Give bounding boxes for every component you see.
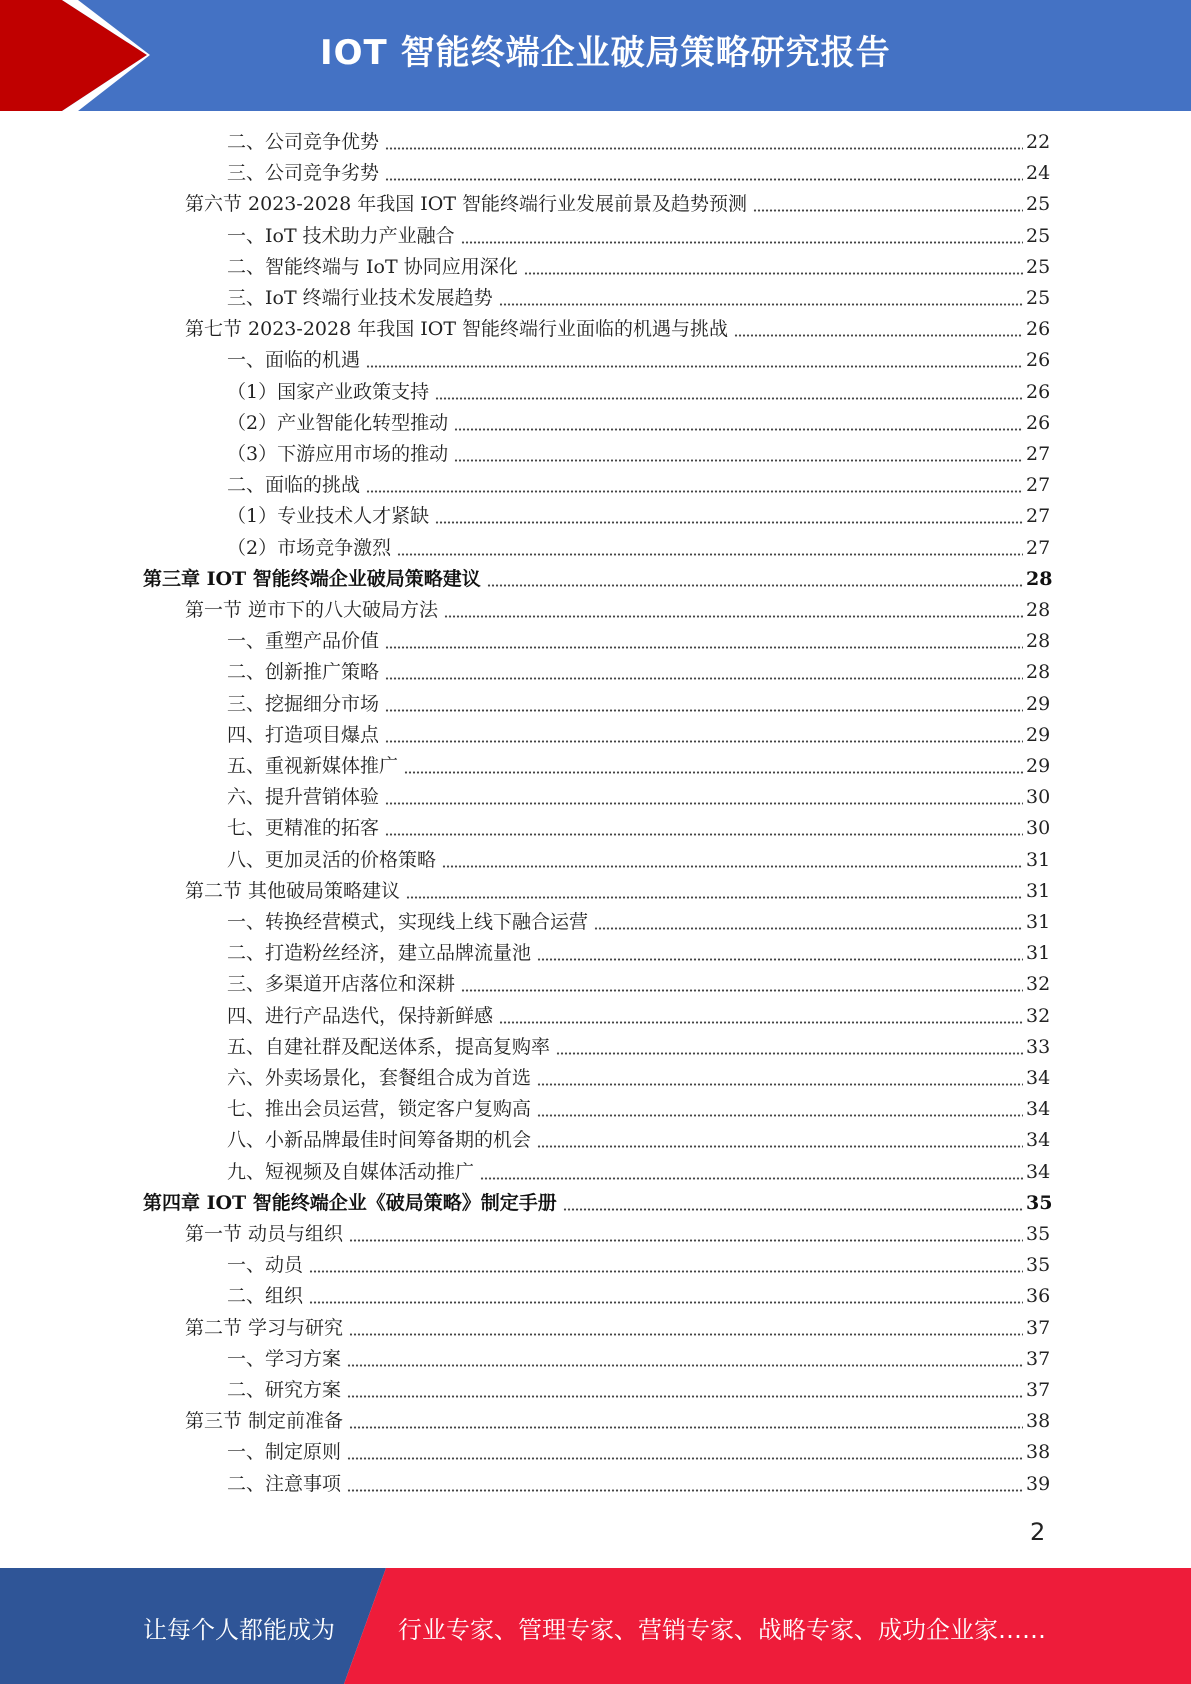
toc-entry[interactable] — [0, 1125, 1191, 1156]
toc-leader-dots — [349, 1333, 1023, 1336]
toc-leader-dots — [537, 1114, 1023, 1117]
toc-leader-dots — [461, 989, 1023, 992]
toc-entry-page: 30 — [1026, 786, 1051, 809]
toc-entry-label: 五、自建社群及配送体系，提高复购率 — [227, 1035, 551, 1058]
toc-entry-page: 26 — [1026, 380, 1051, 403]
toc-leader-dots — [734, 334, 1023, 337]
toc-entry-label: 三、IoT 终端行业技术发展趋势 — [227, 287, 493, 309]
toc-leader-dots — [347, 1489, 1023, 1492]
toc-entry-page: 29 — [1026, 723, 1051, 746]
toc-entry[interactable] — [0, 938, 1191, 969]
toc-leader-dots — [537, 958, 1023, 961]
toc-leader-dots — [487, 584, 1023, 587]
toc-entry-page: 37 — [1026, 1316, 1051, 1339]
toc-entry-label: 四、打造项目爆点 — [227, 723, 380, 746]
toc-leader-dots — [347, 1457, 1023, 1460]
toc-entry-page: 32 — [1026, 973, 1051, 996]
toc-entry-label: 一、制定原则 — [227, 1441, 342, 1464]
toc-entry[interactable] — [0, 1469, 1191, 1500]
toc-entry-page: 28 — [1026, 630, 1051, 653]
toc-entry-page: 28 — [1026, 567, 1053, 590]
toc-entry-page: 35 — [1026, 1191, 1053, 1214]
toc-leader-dots — [385, 709, 1023, 712]
toc-entry-label: 五、重视新媒体推广 — [227, 755, 399, 777]
toc-entry-label: 第三节 制定前准备 — [185, 1410, 344, 1433]
toc-entry-label: 二、打造粉丝经济，建立品牌流量池 — [227, 942, 532, 965]
toc-entry-label: 第二节 学习与研究 — [185, 1316, 344, 1339]
toc-leader-dots — [406, 896, 1023, 899]
toc-entry-page: 28 — [1026, 661, 1051, 684]
toc-entry[interactable] — [0, 1313, 1191, 1344]
toc-leader-dots — [435, 397, 1023, 400]
toc-entry[interactable] — [0, 283, 1191, 314]
toc-entry-page: 37 — [1026, 1379, 1051, 1401]
toc-leader-dots — [366, 490, 1023, 493]
toc-entry[interactable] — [0, 969, 1191, 1000]
toc-entry[interactable] — [0, 1094, 1191, 1125]
toc-entry-page: 31 — [1026, 848, 1051, 871]
toc-entry-page: 27 — [1026, 443, 1051, 465]
toc-entry[interactable] — [0, 1437, 1191, 1468]
toc-leader-dots — [454, 428, 1023, 431]
page-number: 2 — [1030, 1518, 1046, 1546]
toc-entry-page: 38 — [1026, 1441, 1051, 1464]
toc-entry-page: 32 — [1026, 1004, 1051, 1027]
toc-leader-dots — [309, 1270, 1023, 1273]
toc-entry-page: 25 — [1026, 255, 1051, 278]
toc-entry[interactable] — [0, 158, 1191, 189]
toc-leader-dots — [524, 272, 1023, 275]
toc-entry[interactable] — [0, 907, 1191, 938]
toc-entry-page: 34 — [1026, 1067, 1051, 1089]
toc-entry[interactable] — [0, 533, 1191, 564]
toc-entry-label: 二、注意事项 — [227, 1472, 342, 1495]
toc-entry[interactable] — [0, 626, 1191, 657]
toc-leader-dots — [537, 1145, 1023, 1148]
header-red-arrow — [0, 0, 147, 111]
toc-entry-page: 29 — [1026, 692, 1051, 715]
toc-entry-page: 34 — [1026, 1098, 1051, 1121]
toc-entry-label: 二、智能终端与 IoT 协同应用深化 — [227, 255, 518, 278]
toc-entry-label: 第二节 其他破局策略建议 — [185, 879, 401, 902]
toc-leader-dots — [461, 241, 1023, 244]
toc-entry-label: 第一节 逆市下的八大破局方法 — [185, 599, 439, 621]
toc-leader-dots — [397, 553, 1023, 556]
toc-entry-page: 38 — [1026, 1410, 1051, 1433]
toc-entry-page: 26 — [1026, 318, 1051, 341]
toc-entry[interactable] — [0, 314, 1191, 345]
toc-entry-page: 34 — [1026, 1160, 1051, 1183]
toc-entry[interactable] — [0, 127, 1191, 158]
toc-entry[interactable] — [0, 1250, 1191, 1281]
toc-leader-dots — [309, 1301, 1023, 1304]
toc-leader-dots — [444, 615, 1023, 618]
toc-entry[interactable] — [0, 189, 1191, 220]
toc-entry-label: 三、挖掘细分市场 — [227, 692, 380, 715]
toc-entry[interactable] — [0, 1188, 1191, 1219]
toc-entry-page: 35 — [1026, 1254, 1051, 1277]
toc-entry[interactable] — [0, 1344, 1191, 1375]
toc-entry-label: （2）市场竞争激烈 — [227, 536, 392, 559]
toc-entry-label: 七、更精准的拓客 — [227, 817, 380, 840]
toc-entry-page: 31 — [1026, 911, 1051, 933]
footer-slogan-left: 让每个人都能成为 — [143, 1616, 335, 1644]
toc-entry[interactable] — [0, 408, 1191, 439]
toc-entry-label: 八、小新品牌最佳时间筹备期的机会 — [227, 1129, 532, 1152]
toc-entry-page: 34 — [1026, 1129, 1051, 1152]
toc-entry-label: 一、动员 — [227, 1254, 304, 1277]
toc-entry[interactable] — [0, 1157, 1191, 1188]
toc-entry[interactable] — [0, 1219, 1191, 1250]
toc-entry-label: 一、IoT 技术助力产业融合 — [227, 224, 455, 247]
toc-entry-label: 四、进行产品迭代，保持新鲜感 — [227, 1004, 494, 1027]
toc-entry-page: 29 — [1026, 755, 1051, 777]
toc-leader-dots — [385, 147, 1023, 150]
toc-entry-page: 37 — [1026, 1347, 1051, 1370]
toc-leader-dots — [404, 771, 1023, 774]
toc-entry[interactable] — [0, 221, 1191, 252]
toc-entry-label: 三、多渠道开店落位和深耕 — [227, 973, 456, 996]
toc-entry-label: 第七节 2023-2028 年我国 IOT 智能终端行业面临的机遇与挑战 — [185, 318, 729, 341]
toc-entry-page: 36 — [1026, 1285, 1051, 1308]
toc-leader-dots — [349, 1426, 1023, 1429]
toc-entry-label: 一、转换经营模式，实现线上线下融合运营 — [227, 911, 589, 933]
toc-entry-page: 35 — [1026, 1223, 1051, 1245]
toc-entry-page: 26 — [1026, 411, 1051, 434]
toc-leader-dots — [385, 833, 1023, 836]
toc-leader-dots — [349, 1239, 1023, 1242]
toc-entry[interactable] — [0, 782, 1191, 813]
toc-entry-label: 二、公司竞争优势 — [227, 131, 380, 153]
toc-entry[interactable] — [0, 1001, 1191, 1032]
toc-leader-dots — [594, 927, 1023, 930]
toc-entry[interactable] — [0, 689, 1191, 720]
toc-entry-label: 第六节 2023-2028 年我国 IOT 智能终端行业发展前景及趋势预测 — [185, 193, 748, 216]
toc-entry-label: 二、组织 — [227, 1285, 304, 1308]
page-header — [0, 0, 1191, 111]
toc-leader-dots — [347, 1364, 1023, 1367]
toc-entry[interactable] — [0, 657, 1191, 688]
toc-entry-label: 第一节 动员与组织 — [185, 1223, 344, 1245]
toc-entry-label: （2）产业智能化转型推动 — [227, 411, 449, 434]
toc-entry-page: 25 — [1026, 287, 1051, 309]
toc-entry-page: 24 — [1026, 162, 1051, 185]
toc-entry-page: 26 — [1026, 349, 1051, 372]
toc-entry-label: 第四章 IOT 智能终端企业《破局策略》制定手册 — [143, 1191, 557, 1214]
toc-entry-label: 一、学习方案 — [227, 1347, 342, 1370]
toc-entry-label: 二、创新推广策略 — [227, 661, 380, 684]
toc-entry[interactable] — [0, 876, 1191, 907]
report-title: IOT 智能终端企业破局策略研究报告 — [320, 33, 891, 73]
toc-entry-label: 九、短视频及自媒体活动推广 — [227, 1160, 475, 1183]
toc-entry-page: 33 — [1026, 1035, 1051, 1058]
toc-entry-label: 三、公司竞争劣势 — [227, 162, 380, 185]
toc-entry[interactable] — [0, 470, 1191, 501]
toc-entry-label: 一、重塑产品价值 — [227, 630, 380, 653]
toc-entry-page: 27 — [1026, 536, 1051, 559]
toc-entry-page: 31 — [1026, 879, 1051, 902]
toc-leader-dots — [753, 209, 1023, 212]
toc-leader-dots — [366, 365, 1023, 368]
toc-entry[interactable] — [0, 564, 1191, 595]
toc-entry[interactable] — [0, 1375, 1191, 1406]
page-footer — [0, 1568, 1191, 1684]
toc-entry-page: 25 — [1026, 224, 1051, 247]
toc-leader-dots — [385, 740, 1023, 743]
toc-entry-page: 28 — [1026, 599, 1051, 621]
toc-leader-dots — [385, 178, 1023, 181]
toc-leader-dots — [563, 1208, 1023, 1211]
toc-entry-page: 39 — [1026, 1472, 1051, 1495]
toc-entry[interactable] — [0, 595, 1191, 626]
toc-leader-dots — [499, 303, 1023, 306]
toc-entry-label: 二、研究方案 — [227, 1379, 342, 1401]
toc-entry[interactable] — [0, 1032, 1191, 1063]
toc-entry[interactable] — [0, 1063, 1191, 1094]
toc-entry[interactable] — [0, 1281, 1191, 1312]
toc-leader-dots — [347, 1395, 1023, 1398]
toc-leader-dots — [385, 802, 1023, 805]
toc-leader-dots — [385, 646, 1023, 649]
toc-entry-page: 30 — [1026, 817, 1051, 840]
toc-entry-page: 27 — [1026, 474, 1051, 497]
toc-leader-dots — [435, 521, 1023, 524]
toc-entry-label: （3）下游应用市场的推动 — [227, 443, 449, 465]
toc-entry[interactable] — [0, 720, 1191, 751]
toc-leader-dots — [537, 1083, 1023, 1086]
toc-entry[interactable] — [0, 501, 1191, 532]
toc-entry-label: 八、更加灵活的价格策略 — [227, 848, 437, 871]
toc-leader-dots — [454, 459, 1023, 462]
toc-leader-dots — [442, 865, 1023, 868]
toc-leader-dots — [480, 1177, 1023, 1180]
toc-entry-label: 六、外卖场景化，套餐组合成为首选 — [227, 1067, 532, 1089]
toc-entry-label: 一、面临的机遇 — [227, 349, 361, 372]
toc-entry[interactable] — [0, 751, 1191, 782]
toc-entry-label: 七、推出会员运营，锁定客户复购高 — [227, 1098, 532, 1121]
toc-leader-dots — [499, 1021, 1023, 1024]
toc-entry-label: 六、提升营销体验 — [227, 786, 380, 809]
toc-entry-page: 22 — [1026, 131, 1051, 153]
toc-entry-label: 第三章 IOT 智能终端企业破局策略建议 — [143, 567, 481, 590]
toc-entry[interactable] — [0, 813, 1191, 844]
toc-entry[interactable] — [0, 439, 1191, 470]
toc-entry-label: （1）专业技术人才紧缺 — [227, 505, 430, 528]
toc-entry[interactable] — [0, 1406, 1191, 1437]
footer-slogan-right: 行业专家、管理专家、营销专家、战略专家、成功企业家…… — [398, 1616, 1046, 1644]
toc-entry-label: 二、面临的挑战 — [227, 474, 361, 497]
toc-entry[interactable] — [0, 845, 1191, 876]
toc-entry-page: 31 — [1026, 942, 1051, 965]
toc-entry-page: 25 — [1026, 193, 1051, 216]
toc-leader-dots — [385, 677, 1023, 680]
toc-entry-label: （1）国家产业政策支持 — [227, 380, 430, 403]
toc-entry-page: 27 — [1026, 505, 1051, 528]
toc-entry[interactable] — [0, 252, 1191, 283]
toc-entry[interactable] — [0, 345, 1191, 376]
toc-leader-dots — [556, 1052, 1023, 1055]
toc-entry[interactable] — [0, 377, 1191, 408]
